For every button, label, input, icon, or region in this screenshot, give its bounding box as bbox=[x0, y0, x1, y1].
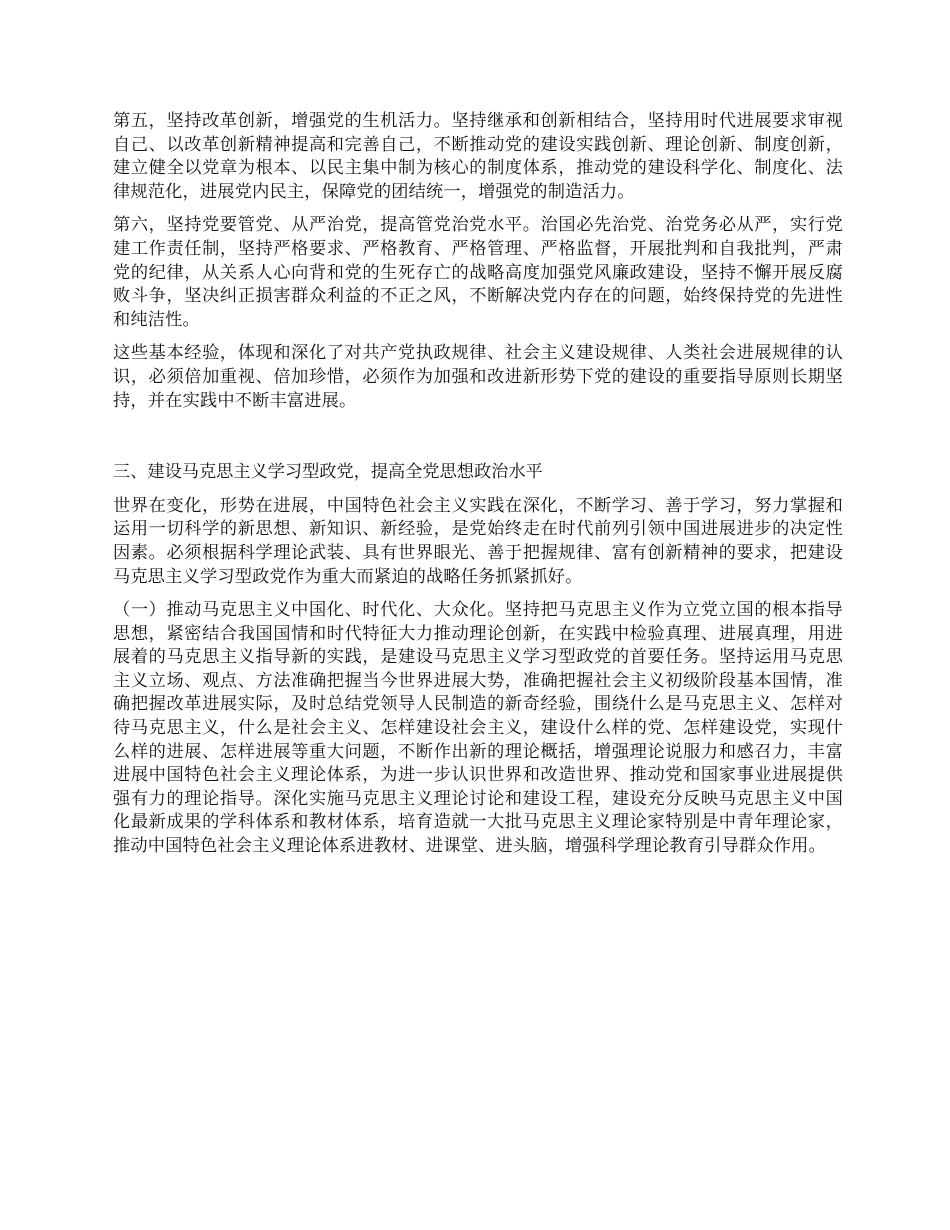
section-heading: 三、建设马克思主义学习型政党，提高全党思想政治水平 bbox=[113, 462, 543, 483]
paragraph-marxism-sinicization: （一）推动马克思主义中国化、时代化、大众化。坚持把马克思主义作为立党立国的根本指导思想，紧密结合我国国情和时代特征大力推动理论创新，在实践中检验真理、进展真理，用进展着的马克思主义指导新的实践，是建设马克思主义学习型政党的首要任务。坚持运用马克思主义立场、观点、方法准确把握当今世界进展大势，准确把握社会主义初级阶段基本国情，准确把握改革进展实际，及时总结党领导人民制造的新奇经验，围绕什么是马克思主义、怎样对待马克思主义，什么是社会主义、怎样建设社会主义，建设什么样的党、怎样建设党，实现什么样的进展、怎样进展等重大问题，不断作出新的理论概括，增强理论说服力和感召力，丰富进展中国特色社会主义理论体系，为进一步认识世界和改造世界、推动党和国家事业进展提供强有力的理论指导。深化实施马克思主义理论讨论和建设工程，建设充分反映马克思主义中国化最新成果的学科体系和教材体系，培育造就一大批马克思主义理论家特别是中青年理论家，推动中国特色社会主义理论体系进教材、进课堂、进头脑，增强科学理论教育引导群众作用。 bbox=[113, 600, 843, 857]
paragraph-basic-experience: 这些基本经验，体现和深化了对共产党执政规律、社会主义建设规律、人类社会进展规律的认识，必须倍加重视、倍加珍惜，必须作为加强和改进新形势下党的建设的重要指导原则长期坚持，并在实践中不断丰富进展。 bbox=[113, 343, 843, 411]
document-page bbox=[113, 110, 843, 869]
paragraph-world-changing: 世界在变化，形势在进展，中国特色社会主义实践在深化，不断学习、善于学习，努力掌握和运用一切科学的新思想、新知识、新经验，是党始终走在时代前列引领中国进展进步的决定性因素。必须根据科学理论武装、具有世界眼光、善于把握规律、富有创新精神的要求，把建设马克思主义学习型政党作为重大而紧迫的战略任务抓紧抓好。 bbox=[113, 495, 843, 587]
paragraph-fifth-principle: 第五，坚持改革创新，增强党的生机活力。坚持继承和创新相结合，坚持用时代进展要求审视自己、以改革创新精神提高和完善自己，不断推动党的建设实践创新、理论创新、制度创新，建立健全以党章为根本、以民主集中制为核心的制度体系，推动党的建设科学化、制度化、法律规范化，进展党内民主，保障党的团结统一，增强党的制造活力。 bbox=[113, 111, 843, 202]
section-spacer bbox=[113, 423, 843, 461]
paragraph-sixth-principle: 第六，坚持党要管党、从严治党，提高管党治党水平。治国必先治党、治党务必从严，实行党建工作责任制，坚持严格要求、严格教育、严格管理、严格监督，开展批判和自我批判，严肃党的纪律，从关系人心向背和党的生死存亡的战略高度加强党风廉政建设，坚持不懈开展反腐败斗争，坚决纠正损害群众利益的不正之风，不断解决党内存在的问题，始终保持党的先进性和纯洁性。 bbox=[113, 215, 843, 330]
